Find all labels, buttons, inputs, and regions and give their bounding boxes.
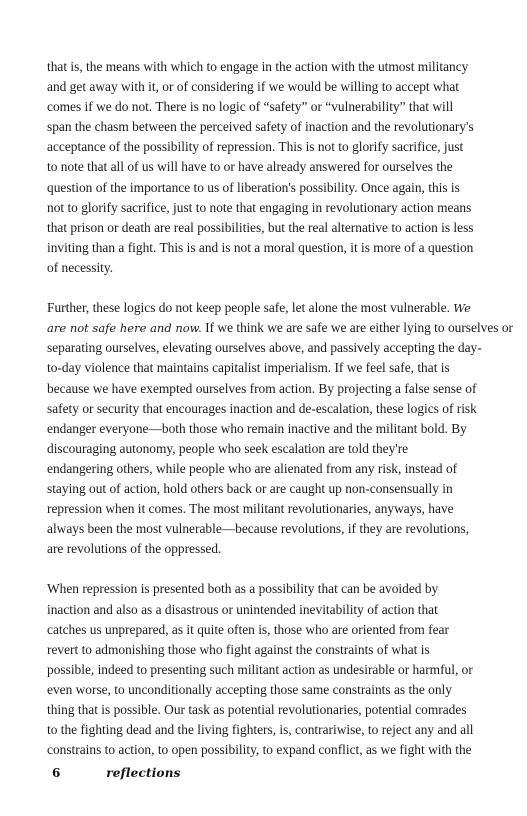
text-line: endangering others, while people who are alienated from any risk, instead of (47, 460, 458, 476)
text-run: If we think we are safe we are either lying to ourselves or (201, 320, 514, 336)
text-line: acceptance of the possibility of repression. This is not to glorify sacrifice, just (47, 139, 464, 155)
body-text (47, 57, 514, 780)
text-line: revert to admonishing those who fight against the constraints of what is (47, 641, 430, 657)
text-line: inviting than a fight. This is and is not a moral question, it is more of a question (47, 239, 474, 255)
text-line: separating ourselves, elevating ourselves above, and passively accepting the day- (47, 340, 482, 356)
page-number: 6 (52, 766, 61, 780)
text-line: and get away with it, or of considering if we would be willing to accept what (47, 79, 460, 95)
text-line: comes if we do not. There is no logic of “safety” or “vulnerability” that will (47, 99, 454, 115)
page-footer (52, 766, 181, 780)
text-line: staying out of action, hold others back or are caught up non-consensually in (47, 480, 453, 496)
text-line: question of the importance to us of liberation's possibility. Once again, this is (47, 179, 460, 195)
emphasis-text: are not safe here and now. (47, 321, 202, 336)
text-line: span the chasm between the perceived safety of inaction and the revolutionary's (47, 119, 474, 135)
text-line: because we have exempted ourselves from action. By projecting a false sense of (47, 380, 477, 396)
text-line: that prison or death are real possibilities, but the real alternative to action is less (47, 219, 474, 235)
text-line: endanger everyone—both those who remain inactive and the militant bold. By (47, 420, 467, 436)
running-title: reflections (106, 766, 181, 780)
text-line: thing that is possible. Our task as potential revolutionaries, potential comrades (47, 702, 467, 717)
text-line: even worse, to unconditionally accepting those same constraints as the only (47, 681, 452, 697)
text-line (47, 298, 499, 318)
paragraph-2 (47, 298, 514, 559)
paragraph-1 (47, 57, 499, 278)
text-line: always been the most vulnerable—because revolutions, if they are revolutions, (47, 521, 470, 537)
emphasis-text: We (453, 301, 471, 316)
text-line: that is, the means with which to engage in the action with the utmost militancy (47, 59, 469, 74)
text-run: Further, these logics do not keep people safe, let alone the most vulnerable. (47, 300, 454, 316)
text-line: inaction and also as a disastrous or unintended inevitability of action that (47, 601, 438, 617)
text-line: constrains to action, to open possibility, to expand conflict, as we fight with the (47, 742, 472, 758)
text-line: repression when it comes. The most militant revolutionaries, anyways, have (47, 501, 454, 517)
text-line: to the fighting dead and the living fighters, is, contrariwise, to reject any and all (47, 722, 474, 738)
text-line: discouraging autonomy, people who seek escalation are told they're (47, 440, 409, 456)
text-line: are revolutions of the oppressed. (47, 541, 222, 557)
text-line: to note that all of us will have to or have already answered for ourselves the (47, 159, 453, 175)
text-line: catches us unprepared, as it quite often is, those who are oriented from fear (47, 621, 449, 637)
text-line (47, 318, 514, 338)
text-line: possible, indeed to presenting such militant action as undesirable or harmful, or (47, 661, 473, 677)
paragraph-3 (47, 579, 499, 760)
text-line: to-day violence that maintains capitalist imperialism. If we feel safe, that is (47, 360, 450, 376)
text-line: safety or security that encourages inaction and de-escalation, these logics of risk (47, 400, 477, 416)
text-line: of necessity. (47, 259, 114, 275)
text-line: not to glorify sacrifice, just to note that engaging in revolutionary action means (47, 199, 472, 215)
text-line: When repression is presented both as a possibility that can be avoided by (47, 581, 439, 597)
